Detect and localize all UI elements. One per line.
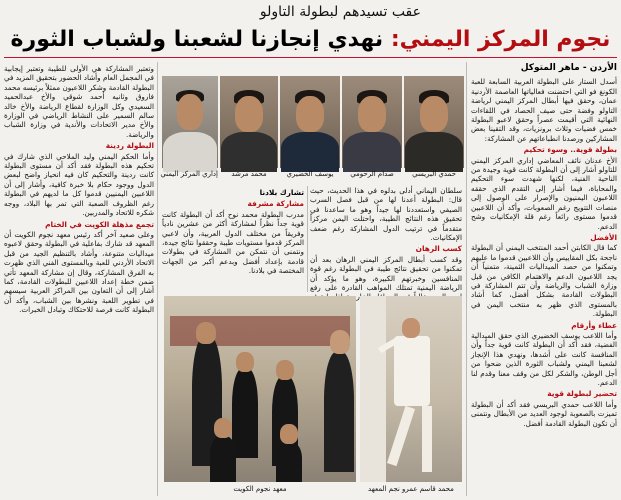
portrait-photo	[280, 76, 340, 168]
portrait-caption: يوسف الخضيري	[286, 170, 334, 178]
paragraph: وعلى صعيد آخر أكد رئيس معهد نجوم الكويت أن المعهد قد شارك بفاعلية في البطولة وحقق لاعبوه ميداليات متنوعة، وأشاد بالتنظيم الجيد من قبل الاتحاد الأردني للعبة وبالمستوى الفني الذي ظهرت به الفرق المشاركة، وقال إن مشاركة المعهد تأتي ضمن خطة إعداد اللاعبين للبطولات القادمة، كما أشار إلى أن التعاون بين المراكز العربية سيسهم في تطوير اللعبة ونشرها بين الشباب، وأكد أن البطولة كانت فرصة للاحتكاك وتبادل الخبرات.	[4, 229, 154, 315]
portrait-photo	[162, 76, 218, 168]
paragraph: كما قال الكابتن أحمد المنتخب اليمني أن البطولة ناجحة بكل المقاييس وأن اللاعبين قدموا ما عليهم وتمكنوا من حصد الميداليات الثمينة، متمنياً أن يجد اللاعبون الدعم والاهتمام الكافي من قبل وزارة الشباب والرياضة وأن تتم المشاركة في البطولات القادمة بشكل أفضل، كما أشاد بالمستوى الذي ظهر به منتخب اليمن في البطولة.	[471, 243, 617, 319]
player-photo-caption: محمد قاسم عمرو نجم المعهد	[368, 485, 454, 493]
portrait-shirt	[281, 132, 339, 172]
kuwait-team-photo	[164, 296, 356, 482]
column-mid-bottom	[162, 186, 304, 294]
paragraph: الأخ عدنان نائف المعاضي إداري المركز اليمني للتاولو أشار إلى أن البطولة كانت قوية وجيدة من الناحية الفنية، لكنها شهدت سوء التحكيم والمحاباة، فيما أشار إلى التقدم الذي حققه اللاعبون اليمنيون والإصرار على الوصول إلى منصات التتويج رغم الصعوبات، وأكد أن اللاعبين قدموا مستوى رائعاً رغم قلة الإمكانيات وشح الدعم.	[471, 155, 617, 231]
column-middle	[310, 186, 462, 302]
subheading: كسب الرهان	[415, 244, 462, 254]
paragraph: وأما اللاعب حمدي البريسي فقد أكد أن البطولة تميزت بالصعوبة لوجود العديد من الأبطال ونتمنى أن تكون البطولة القادمة أفضل.	[471, 399, 617, 428]
portrait-caption: محمد مرشد	[231, 170, 267, 178]
article-headline	[0, 26, 621, 54]
portrait-shirt	[221, 132, 277, 172]
paragraph: وقد كسب أبطال المركز اليمني الرهان بعد أن تمكنوا من تحقيق نتائج طيبة في البطولة رغم قوة المنافسين وخبرتهم الكبيرة، وهو ما يؤكد أن الرياضة اليمنية تمتلك المواهب القادرة على رفع الخارجية	[310, 254, 462, 302]
player-photo	[360, 296, 462, 482]
portrait-shirt	[343, 132, 401, 172]
paragraph: وتعتبر المشاركة هي الأولى للطيبة وتعتبر إيجابية في المجمل العام وأشاد الحضور بتحقيق المزيد في البطولة القادمة وشكر اللاعبون ممثلاً برئيسه محمد فاروق وثانيه أحمد شوقي والأخ عبدالحميد السعيدي وكل الوزارة لقطاع الرياضة والأخ خالد سالم السمير على النشاط الرياضي في الوزارة والأخ مدير الاتحادات والأندية في وزارة الشباب والرياضة.	[4, 64, 154, 139]
kuwait-photo-caption: معهد نجوم الكويت	[233, 485, 287, 493]
paragraph: سلطان اليماني أدلى بدلوه في هذا الحديث، حيث قال: البطولة أعدنا لها من قبل فصل السرب الصيفي واستعددنا لها جيداً وهو ما ساعدنا في تحقيق هذه النتائج الطيبة، واحتلت اليمن مركزاً متقدماً في ترتيب الدول المشاركة رغم ضعف الإمكانيات.	[310, 186, 462, 243]
lead-line: تشارك بلادنا	[259, 188, 304, 197]
subheading: تجمع مذهلة الكويت في الختام	[45, 219, 154, 229]
subheading: الأفضل	[590, 232, 617, 242]
subheading: بطولة قوية.. وسوء تحكيم	[523, 145, 617, 155]
paragraph: وأما الحكم اليمني وليد الملاحي الذي شارك في تحكيم هذه البطولة فقد أكد أن مستوى البطولة كانت ردينة والتحكيم كان فيه انحياز واضح لبعض الدول ووجود حكام بلا خبرة كافية، وأشار إلى أن اللاعبين اليمنيين قدموا كل ما لديهم في البطولة رغم الظروف الصعبة التي تمر بها البلاد، ووجه شكره للاتحاد والمدربين.	[4, 151, 154, 218]
paragraph: أسدل الستار على البطولة العربية السابعة للعبة الكونغ فو التي احتضنت فعالياتها العاصمة الأردنية عمان، وحقق فيها أبطال المركز اليمني لرياضة التاولو وفضة حتى صيف الحصاد في اللقاءات النهائية التي أقيمت عصراً وحقق لاعبو البطولة خمس فضيات وثلاث برونزيات، وقد التقينا بعض المشاركين ورصدنا انطباعاتهم عن المشاركة:	[471, 77, 617, 143]
subheading: تحضير لبطولة قوية	[547, 389, 617, 399]
portrait-caption: حمدي البريسي	[412, 170, 456, 178]
portrait-caption: صدام الرحومي	[350, 170, 394, 178]
column-divider	[466, 62, 467, 496]
headline-rule	[4, 57, 617, 58]
portrait-photo	[220, 76, 278, 168]
column-divider	[307, 186, 308, 292]
byline: الأردن - ماهر المتوكل	[520, 63, 617, 73]
subheading: عطاء وأرقام	[571, 320, 617, 330]
article-kicker: عقب تسيدهم لبطولة التاولو	[259, 4, 421, 20]
subheading: البطولة ردينة	[105, 141, 154, 151]
portrait-photo	[404, 76, 464, 168]
paragraph: وأما اللاعب يوسف الخضيري الذي حقق الميدالية الفضية، فقد أكد أن البطولة كانت قوية جداً وأن المنافسة كانت على أشدها، ونهدي هذا الإنجاز لشعبنا اليمني ولشباب الثورة الذين ضحوا من أجل الوطن، والشكر لكل من وقف معنا وقدم لنا الدعم.	[471, 330, 617, 387]
portrait-photo	[342, 76, 402, 168]
column-divider	[157, 62, 158, 496]
portrait-shirt	[163, 132, 217, 172]
headline-red: نجوم المركز اليمني:	[390, 27, 611, 52]
column-left	[4, 64, 154, 496]
portrait-shirt	[405, 132, 463, 172]
column-right	[471, 64, 617, 496]
portrait-caption: إداري المركز اليمني	[160, 170, 218, 178]
subheading: مشاركة مشرفة	[247, 199, 304, 209]
headline-black: نهدي إنجازنا لشعبنا ولشباب الثورة	[10, 27, 384, 52]
paragraph: مدرب البطولة محمد نوح أكد أن البطولة كانت قوية جداً نظراً لمشاركة أكثر من عشرين نادياً وفريقاً من مختلف الدول العربية، وأن لاعبي المركز قدموا مستويات طيبة وحققوا نتائج جيدة، ونتمنى أن نتمكن من المشاركة في بطولات قادمة بإعداد أفضل وبدعم أكبر من الجهات المختصة في بلادنا.	[162, 209, 304, 276]
